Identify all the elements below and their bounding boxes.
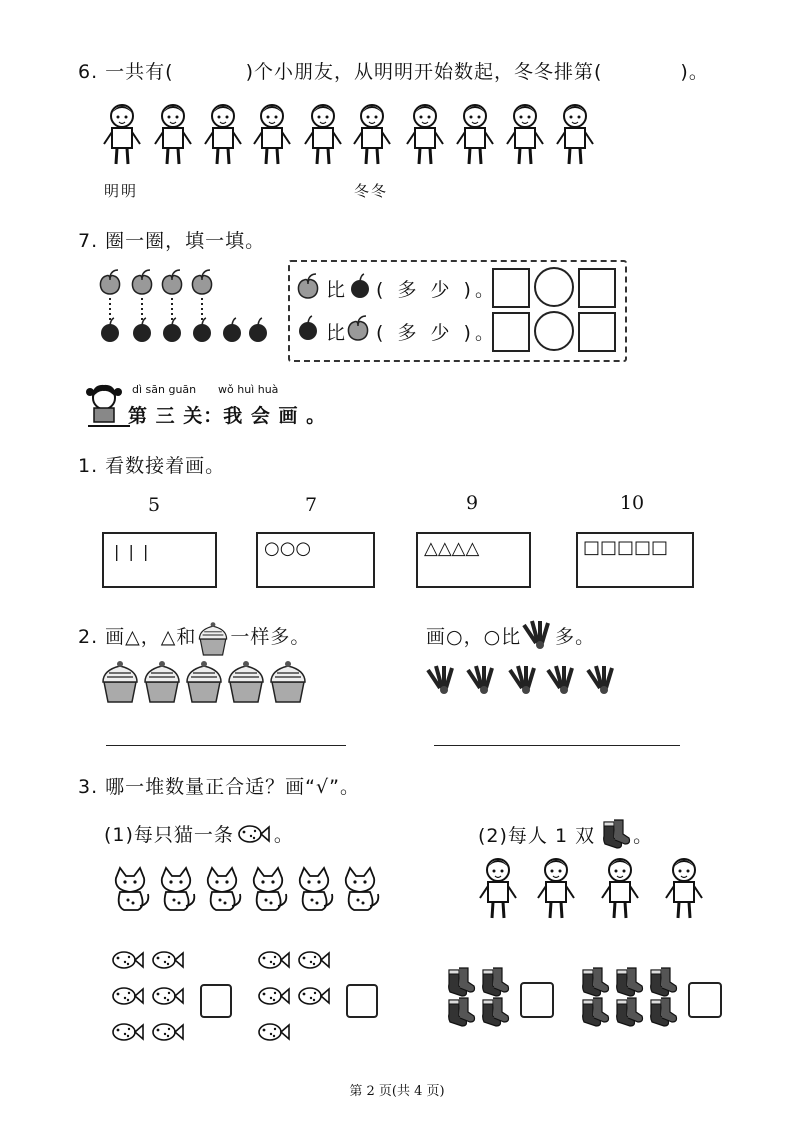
child-figure bbox=[538, 859, 574, 918]
peach-icon bbox=[298, 274, 317, 298]
fish-icon bbox=[153, 988, 183, 1004]
answer-line-left[interactable] bbox=[106, 745, 346, 746]
socks-icon bbox=[651, 968, 677, 996]
s2-right-prompt bbox=[426, 622, 595, 649]
child-figure bbox=[104, 105, 140, 164]
shuttlecock-icon bbox=[521, 625, 555, 647]
shuttlecock-icon bbox=[468, 666, 492, 694]
peach-icon bbox=[132, 270, 151, 294]
peach-icon bbox=[100, 270, 119, 294]
child-figure bbox=[507, 105, 543, 164]
child-figure bbox=[407, 105, 443, 164]
socks-icon bbox=[617, 998, 643, 1026]
row1-choice[interactable]: ( 多 少 )。 bbox=[376, 279, 498, 301]
s2-right-a: 画○，○比 bbox=[426, 626, 522, 648]
fish-icon bbox=[259, 1024, 289, 1040]
existing-shapes: □□□□□ bbox=[583, 537, 669, 558]
cats-row bbox=[108, 862, 388, 924]
cupcake-icon bbox=[271, 661, 305, 702]
check-box-socks-a[interactable] bbox=[520, 982, 554, 1018]
apple-icon bbox=[101, 318, 119, 342]
fish-icon bbox=[113, 952, 143, 968]
answer-circle[interactable] bbox=[534, 267, 574, 307]
label-mingming: 明明 bbox=[104, 182, 139, 200]
shuttlecock-icon bbox=[510, 666, 534, 694]
question-6 bbox=[78, 57, 709, 84]
socks-group-b bbox=[574, 966, 686, 1030]
child-figure bbox=[205, 105, 241, 164]
fish-icon bbox=[299, 988, 329, 1004]
answer-line-right[interactable] bbox=[434, 745, 680, 746]
cat-icon bbox=[254, 868, 287, 910]
fish-group-a bbox=[110, 946, 200, 1046]
header-rule bbox=[88, 425, 130, 427]
apple-icon bbox=[249, 318, 267, 342]
label-dongdong: 冬冬 bbox=[354, 182, 389, 200]
q6-text-c: )。 bbox=[680, 61, 709, 83]
peach-icon bbox=[162, 270, 181, 294]
answer-circle[interactable] bbox=[534, 311, 574, 351]
socks-icon bbox=[651, 998, 677, 1026]
child-figure bbox=[666, 859, 702, 918]
section-title-part2: ：我 会 画 。 bbox=[203, 405, 327, 427]
socks-icon bbox=[449, 998, 475, 1026]
apple-icon bbox=[133, 318, 151, 342]
child-figure bbox=[602, 859, 638, 918]
row2-bi: 比 bbox=[326, 322, 347, 344]
child-figure bbox=[557, 105, 593, 164]
existing-shapes: ○○○ bbox=[264, 538, 312, 559]
cat-icon bbox=[346, 868, 379, 910]
drawing-box-9[interactable] bbox=[416, 532, 531, 588]
child-figure bbox=[480, 859, 516, 918]
fish-icon bbox=[113, 1024, 143, 1040]
s3-sub2 bbox=[478, 820, 653, 848]
fish-group-b bbox=[256, 946, 346, 1046]
fish-icon bbox=[153, 1024, 183, 1040]
pinyin-wo-hui-hua: wǒ huì huà bbox=[218, 383, 279, 396]
answer-box[interactable] bbox=[492, 268, 530, 308]
kids-row bbox=[470, 856, 720, 926]
cupcake-icon bbox=[196, 625, 230, 647]
shuttlecock-icon bbox=[428, 666, 452, 694]
pinyin-di-san-guan: dì sān guān bbox=[132, 383, 197, 396]
cat-icon bbox=[116, 868, 149, 910]
cat-icon bbox=[208, 868, 241, 910]
socks-icon bbox=[617, 968, 643, 996]
number-label: 5 bbox=[147, 494, 161, 516]
cupcake-icon bbox=[103, 661, 137, 702]
socks-icon bbox=[449, 968, 475, 996]
q6-text-b: )个小朋友，从明明开始数起，冬冬排第( bbox=[245, 61, 603, 83]
existing-shapes: △△△△ bbox=[424, 538, 480, 559]
cat-icon bbox=[300, 868, 333, 910]
check-box-fish-b[interactable] bbox=[346, 984, 378, 1018]
answer-box[interactable] bbox=[578, 268, 616, 308]
socks-icon bbox=[483, 998, 509, 1026]
drawing-box-5[interactable] bbox=[102, 532, 217, 588]
socks-group-a bbox=[440, 966, 520, 1030]
fish-icon bbox=[153, 952, 183, 968]
s3-sub1-b: 。 bbox=[273, 824, 294, 846]
child-figure bbox=[155, 105, 191, 164]
cupcake-icon bbox=[187, 661, 221, 702]
child-figure bbox=[305, 105, 341, 164]
answer-box[interactable] bbox=[492, 312, 530, 352]
peach-apple-diagram bbox=[98, 268, 278, 348]
peach-icon bbox=[348, 316, 367, 340]
cat-icon bbox=[162, 868, 195, 910]
cupcake-icon bbox=[145, 661, 179, 702]
fish-icon bbox=[259, 952, 289, 968]
number-label: 10 bbox=[619, 492, 645, 514]
number-label: 9 bbox=[465, 492, 479, 514]
s3-title: 3. 哪一堆数量正合适？画“√”。 bbox=[78, 776, 360, 798]
section-3-title bbox=[128, 401, 326, 428]
child-figure bbox=[457, 105, 493, 164]
fish-icon bbox=[299, 952, 329, 968]
s2-left-prompt bbox=[78, 622, 310, 649]
fish-icon bbox=[113, 988, 143, 1004]
child-figure bbox=[254, 105, 290, 164]
shuttlecock-icon bbox=[588, 666, 612, 694]
fish-icon bbox=[259, 988, 289, 1004]
drawing-box-7[interactable] bbox=[256, 532, 375, 588]
row2-choice[interactable]: ( 多 少 )。 bbox=[376, 322, 498, 344]
check-box-socks-b[interactable] bbox=[688, 982, 722, 1018]
s2-left-a: 2. 画△，△和 bbox=[78, 626, 197, 648]
s1-title: 1. 看数接着画。 bbox=[78, 455, 226, 477]
fish-icon bbox=[234, 823, 274, 845]
s3-sub2-a: (2)每人 1 双 bbox=[478, 825, 596, 847]
row1-bi: 比 bbox=[326, 279, 347, 301]
apple-icon bbox=[299, 316, 317, 340]
question-7-title: 7. 圈一圈，填一填。 bbox=[78, 230, 266, 252]
child-figure bbox=[354, 105, 390, 164]
q6-text-a: 6. 一共有( bbox=[78, 61, 174, 83]
s2-left-b: 一样多。 bbox=[230, 626, 311, 648]
cupcake-row bbox=[100, 662, 320, 706]
s3-sub1-a: (1)每只猫一条 bbox=[104, 824, 234, 846]
cupcake-icon bbox=[229, 661, 263, 702]
girl-mascot-icon bbox=[86, 384, 122, 424]
peach-icon bbox=[192, 270, 211, 294]
s3-sub2-b: 。 bbox=[633, 825, 654, 847]
socks-icon bbox=[483, 968, 509, 996]
answer-box[interactable] bbox=[578, 312, 616, 352]
socks-icon bbox=[583, 998, 609, 1026]
number-label: 7 bbox=[304, 494, 318, 516]
shuttlecock-icon bbox=[548, 666, 572, 694]
children-row bbox=[95, 98, 615, 178]
apple-icon bbox=[163, 318, 181, 342]
apple-icon bbox=[193, 318, 211, 342]
existing-shapes: | | | bbox=[114, 542, 151, 561]
section-title-part1: 第 三 关 bbox=[128, 405, 204, 427]
s3-sub1 bbox=[104, 820, 294, 847]
shuttlecock-row bbox=[424, 664, 624, 704]
page-footer: 第 2 页(共 4 页) bbox=[349, 1084, 445, 1099]
socks-icon bbox=[595, 820, 633, 848]
apple-icon bbox=[223, 318, 241, 342]
s2-right-b: 多。 bbox=[555, 626, 596, 648]
socks-icon bbox=[583, 968, 609, 996]
drawing-box-10[interactable] bbox=[576, 532, 694, 588]
check-box-fish-a[interactable] bbox=[200, 984, 232, 1018]
